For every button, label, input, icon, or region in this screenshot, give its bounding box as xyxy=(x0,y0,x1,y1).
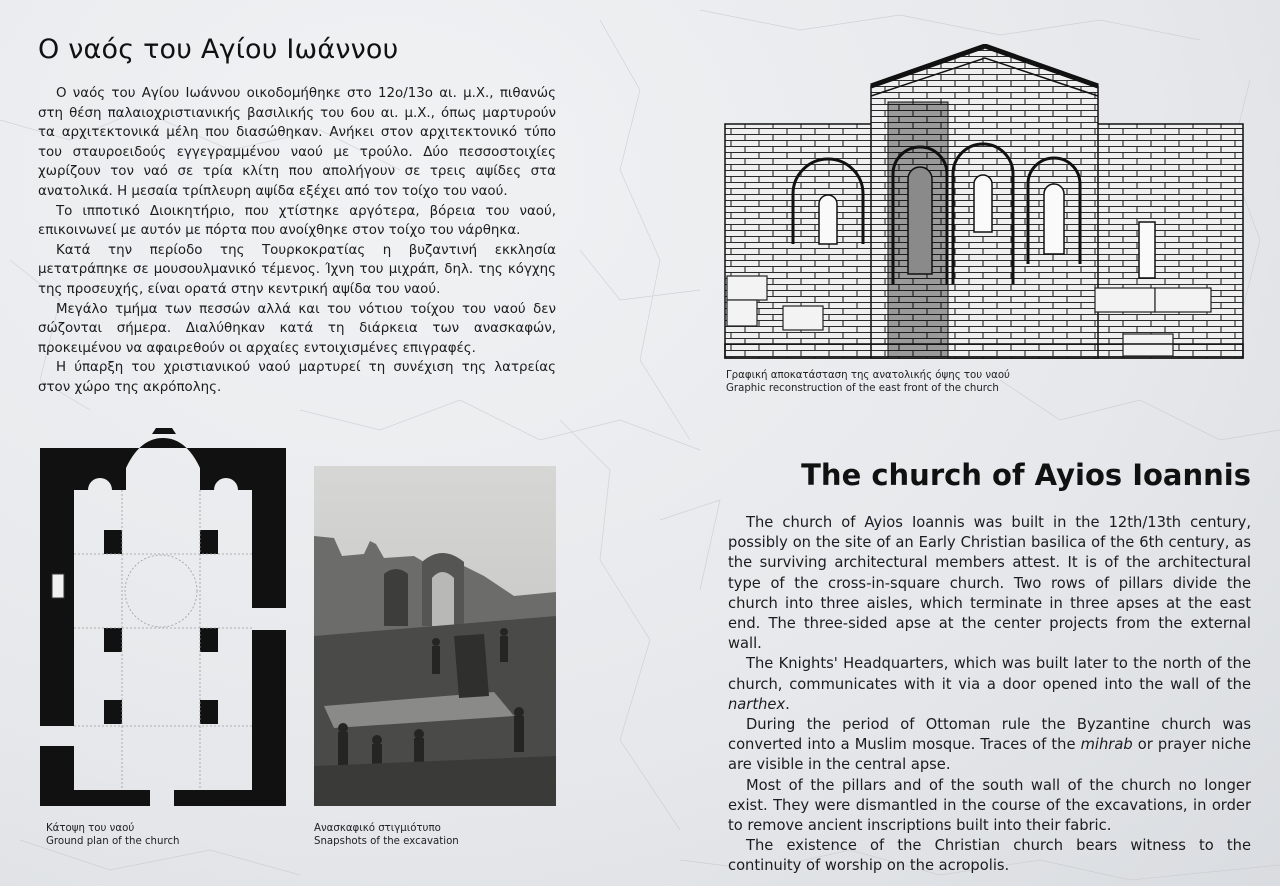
plan-caption-greek: Κάτοψη του ναού xyxy=(46,823,135,834)
english-paragraph-text: During the period of Ottoman rule the Byzantine church was converted into a Muslim mosque. Traces of the xyxy=(728,716,1251,754)
mihrab-term: mihrab xyxy=(1080,736,1133,754)
english-paragraph-text: The Knights' Headquarters, which was built later to the north of the church, communicates with it via a door opened into the wall of the xyxy=(728,655,1251,693)
greek-title: Ο ναός του Αγίου Ιωάννου xyxy=(38,34,399,65)
english-paragraph: Most of the pillars and of the south wall of the church no longer exist. They were dismantled in the course of the excavations, in order to remove ancient inscriptions built into their fabric. xyxy=(728,776,1251,835)
english-paragraph xyxy=(728,715,1251,776)
photo-caption xyxy=(314,822,554,848)
english-paragraph: The church of Ayios Ioannis was built in the 12th/13th century, possibly on the site of an Early Christian basilica of the 6th century, as the surviving architectural members attest. It is of the architectural type of the cross-in-square church. Two rows of pillars divide the church into three aisles, which terminate in three apses at the east end. The three-sided apse at the center projects from the external wall. xyxy=(728,514,1251,653)
elevation-caption xyxy=(726,369,1226,395)
excavation-photo-illustration xyxy=(314,466,556,806)
english-text xyxy=(728,513,1251,877)
english-paragraph: The existence of the Christian church bears witness to the continuity of worship on the acropolis. xyxy=(728,837,1251,875)
english-paragraph-text: or prayer niche are visible in the central apse. xyxy=(728,736,1251,774)
plan-caption xyxy=(46,822,276,848)
photo-caption-english: Snapshots of the excavation xyxy=(314,836,459,847)
elevation-caption-greek: Γραφική αποκατάσταση της ανατολικής όψης του ναού xyxy=(726,370,1010,381)
english-paragraph xyxy=(728,654,1251,715)
greek-paragraph: Η ύπαρξη του χριστιανικού ναού μαρτυρεί τη συνέχιση της λατρείας στον χώρο της ακρόπολης. xyxy=(38,360,556,395)
excavation-photo xyxy=(314,466,556,806)
greek-paragraph: Το ιπποτικό Διοικητήριο, που χτίστηκε αργότερα, βόρεια του ναού, επικοινωνεί με αυτόν με πόρτα που ανοίχθηκε στον τοίχο του νάρθηκα. xyxy=(38,203,556,239)
elevation-caption-english: Graphic reconstruction of the east front of the church xyxy=(726,383,999,394)
english-paragraph-text: . xyxy=(785,695,790,713)
narthex-term: narthex xyxy=(728,695,786,713)
greek-paragraph: Κατά την περίοδο της Τουρκοκρατίας η βυζαντινή εκκλησία μετατράπηκε σε μουσουλμανικό τέμενος. Ίχνη του μιχράπ, δηλ. της κόγχης της προσευχής, είναι ορατά στην κεντρική αψίδα του ναού. xyxy=(38,242,556,297)
east-front-elevation-drawing xyxy=(723,44,1247,360)
ground-plan-drawing xyxy=(40,428,286,808)
greek-text xyxy=(38,84,556,398)
greek-paragraph: Ο ναός του Αγίου Ιωάννου οικοδομήθηκε στο 12ο/13ο αι. μ.Χ., πιθανώς στη θέση παλαιοχριστιανικής βασιλικής του 6ου αι. μ.Χ., όπως μαρτυρούν τα αρχιτεκτονικά μέλη που διασώθηκαν. Ανήκει στον αρχιτεκτονικό τύπο του σταυροειδούς εγγεγραμμένου ναού με τρούλο. Δύο πεσσοστοιχίες χωρίζουν τον ναό σε τρία κλίτη που απολήγουν σε τρεις αψίδες στα ανατολικά. Η μεσαία τρίπλευρη αψίδα εξέχει από τον τοίχο του ναού. xyxy=(38,86,556,199)
plan-caption-english: Ground plan of the church xyxy=(46,836,180,847)
greek-paragraph: Μεγάλο τμήμα των πεσσών αλλά και του νότιου τοίχου του ναού δεν σώζονται σήμερα. Διαλύθηκαν κατά τη διάρκεια των ανασκαφών, προκειμένου να αφαιρεθούν οι αρχαίες εντοιχισμένες επιγραφές. xyxy=(38,301,556,356)
english-title: The church of Ayios Ioannis xyxy=(801,458,1251,492)
photo-caption-greek: Ανασκαφικό στιγμιότυπο xyxy=(314,823,441,834)
